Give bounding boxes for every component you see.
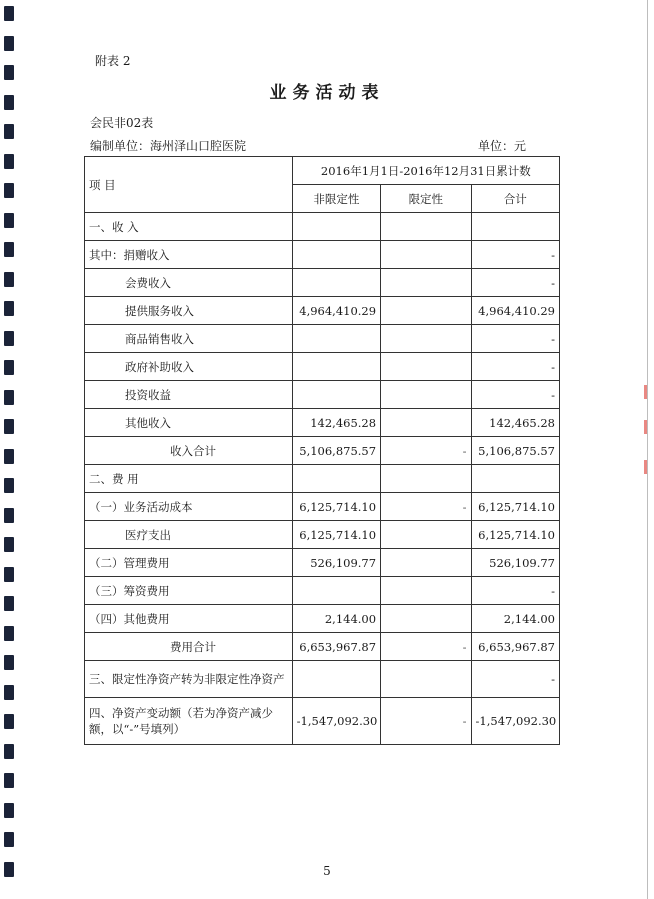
page-number: 5 (323, 864, 331, 878)
row-label: 费用合计 (85, 633, 293, 661)
restricted-value: - (381, 633, 471, 661)
unrestricted-value (292, 381, 380, 409)
restricted-value (381, 409, 471, 437)
binding-hole (4, 331, 14, 346)
unrestricted-value: 6,125,714.10 (292, 493, 380, 521)
binding-hole (4, 685, 14, 700)
table-row (85, 213, 560, 241)
binding-hole (4, 832, 14, 847)
page-title: 业务活动表 (269, 83, 385, 103)
table-row (85, 698, 560, 745)
annex-label: 附表 2 (95, 54, 131, 68)
row-label: 政府补助收入 (85, 353, 293, 381)
row-label: （四）其他费用 (85, 605, 293, 633)
binding-hole (4, 390, 14, 405)
row-label: 医疗支出 (85, 521, 293, 549)
restricted-value (381, 297, 471, 325)
unrestricted-value: 4,964,410.29 (292, 297, 380, 325)
total-value (471, 213, 559, 241)
compiling-unit: 编制单位：海州泽山口腔医院 (90, 139, 247, 153)
restricted-value (381, 241, 471, 269)
unrestricted-value: -1,547,092.30 (292, 698, 380, 745)
unrestricted-value (292, 465, 380, 493)
restricted-header: 限定性 (381, 185, 471, 213)
total-value: 5,106,875.57 (471, 437, 559, 465)
table-row (85, 493, 560, 521)
restricted-value (381, 661, 471, 698)
unrestricted-header: 非限定性 (292, 185, 380, 213)
row-label: 投资收益 (85, 381, 293, 409)
table-row (85, 353, 560, 381)
stamp-fragment (630, 385, 647, 399)
total-value: - (471, 381, 559, 409)
row-label: （一）业务活动成本 (85, 493, 293, 521)
binding-hole (4, 36, 14, 51)
unrestricted-value: 2,144.00 (292, 605, 380, 633)
row-label: 三、限定性净资产转为非限定性净资产 (85, 661, 293, 698)
unrestricted-value (292, 353, 380, 381)
table-row (85, 241, 560, 269)
restricted-value (381, 521, 471, 549)
row-label: 会费收入 (85, 269, 293, 297)
header-row-1 (85, 157, 560, 185)
binding-hole (4, 154, 14, 169)
stamp-fragment (630, 460, 647, 474)
row-label: 收入合计 (85, 437, 293, 465)
restricted-value (381, 325, 471, 353)
table-row (85, 437, 560, 465)
binding-hole (4, 596, 14, 611)
total-value: 6,125,714.10 (471, 521, 559, 549)
currency-unit: 单位：元 (478, 139, 527, 153)
restricted-value (381, 605, 471, 633)
unrestricted-value: 526,109.77 (292, 549, 380, 577)
restricted-value (381, 269, 471, 297)
table-row (85, 297, 560, 325)
total-value: - (471, 353, 559, 381)
restricted-value (381, 465, 471, 493)
total-value: - (471, 325, 559, 353)
restricted-value (381, 381, 471, 409)
unrestricted-value (292, 577, 380, 605)
total-value: 2,144.00 (471, 605, 559, 633)
total-value: 6,653,967.87 (471, 633, 559, 661)
binding-hole (4, 744, 14, 759)
unrestricted-value (292, 269, 380, 297)
table-row (85, 549, 560, 577)
table-row (85, 521, 560, 549)
binding-hole (4, 242, 14, 257)
binding-hole (4, 272, 14, 287)
total-value: - (471, 269, 559, 297)
table-row (85, 325, 560, 353)
unrestricted-value (292, 325, 380, 353)
table-row (85, 465, 560, 493)
binding-hole (4, 213, 14, 228)
restricted-value (381, 353, 471, 381)
binding-hole (4, 803, 14, 818)
binding-hole (4, 449, 14, 464)
restricted-value: - (381, 437, 471, 465)
unrestricted-value (292, 241, 380, 269)
unrestricted-value: 5,106,875.57 (292, 437, 380, 465)
binding-hole (4, 6, 14, 21)
total-value: 6,125,714.10 (471, 493, 559, 521)
item-header: 项 目 (85, 157, 293, 213)
row-label: 一、收 入 (85, 213, 293, 241)
stamp-fragment (630, 420, 647, 434)
binding-edge (0, 0, 18, 899)
row-label: （二）管理费用 (85, 549, 293, 577)
total-value: 526,109.77 (471, 549, 559, 577)
row-label: （三）筹资费用 (85, 577, 293, 605)
binding-hole (4, 419, 14, 434)
binding-hole (4, 714, 14, 729)
binding-hole (4, 567, 14, 582)
activity-table (84, 156, 560, 745)
binding-hole (4, 183, 14, 198)
row-label: 提供服务收入 (85, 297, 293, 325)
total-value: - (471, 661, 559, 698)
binding-hole (4, 773, 14, 788)
row-label: 其中：捐赠收入 (85, 241, 293, 269)
unrestricted-value: 142,465.28 (292, 409, 380, 437)
restricted-value (381, 213, 471, 241)
unrestricted-value (292, 213, 380, 241)
binding-hole (4, 508, 14, 523)
row-label: 四、净资产变动额（若为净资产减少额，以“-”号填列） (85, 698, 293, 745)
binding-hole (4, 124, 14, 139)
binding-hole (4, 537, 14, 552)
total-value: - (471, 241, 559, 269)
unrestricted-value: 6,653,967.87 (292, 633, 380, 661)
restricted-value: - (381, 698, 471, 745)
table-row (85, 633, 560, 661)
binding-hole (4, 360, 14, 375)
page-edge (647, 0, 648, 899)
total-value (471, 465, 559, 493)
total-value: - (471, 577, 559, 605)
table-row (85, 605, 560, 633)
table-row (85, 269, 560, 297)
row-label: 商品销售收入 (85, 325, 293, 353)
restricted-value (381, 577, 471, 605)
table-row (85, 661, 560, 698)
unrestricted-value: 6,125,714.10 (292, 521, 380, 549)
total-header: 合计 (471, 185, 559, 213)
binding-hole (4, 301, 14, 316)
restricted-value (381, 549, 471, 577)
row-label: 其他收入 (85, 409, 293, 437)
period-header: 2016年1月1日-2016年12月31日累计数 (292, 157, 559, 185)
table-row (85, 381, 560, 409)
unrestricted-value (292, 661, 380, 698)
table-row (85, 577, 560, 605)
table-row (85, 409, 560, 437)
form-number: 会民非02表 (90, 116, 154, 130)
total-value: 142,465.28 (471, 409, 559, 437)
binding-hole (4, 655, 14, 670)
restricted-value: - (381, 493, 471, 521)
binding-hole (4, 626, 14, 641)
binding-hole (4, 478, 14, 493)
total-value: 4,964,410.29 (471, 297, 559, 325)
total-value: -1,547,092.30 (471, 698, 559, 745)
row-label: 二、费 用 (85, 465, 293, 493)
